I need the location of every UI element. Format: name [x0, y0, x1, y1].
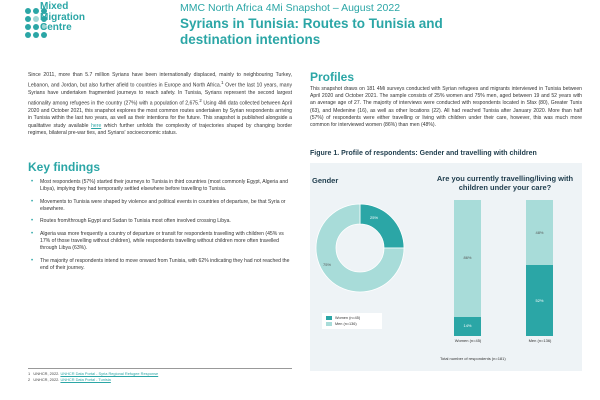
finding-item: • Algeria was more frequently a country of departure or transit for respondents travelling with children (45% vs 17% of those travelling without children), while respondents travelling without children more often travelled through Libya (63%).	[30, 231, 292, 252]
footnote	[28, 377, 292, 383]
footnote-number: 2	[28, 376, 31, 382]
header-subtitle: MMC North Africa 4Mi Snapshot – August 2022	[180, 2, 401, 14]
footnote-number: 1	[28, 371, 31, 376]
finding-item: • Movements to Tunisia were shaped by violence and political events in countries of departure, be that Syria or elsewhere.	[30, 199, 292, 213]
legend-swatch	[326, 316, 332, 320]
finding-item: • Most respondents (57%) started their journeys to Tunisia in third countries (most commonly Egypt, Algeria and Libya), implying they had temporarily settled elsewhere before travelling to Tunisia.	[30, 179, 292, 193]
profiles-paragraph: This snapshot draws on 181 4Mi surveys conducted with Syrian refugees and migrants interviewed in Tunisia between April 2020 and October 2021. The sample consists of 25% women and 75% men, aged between 19 and 52 years with an average age of 27. The majority of interviews were conducted with respondents located in Sfax (80), Greater Tunis (63), and Medenine (16), as well as other locations (22). All had reached Tunisia after January 2020. More than half (57%) of respondents were either travelling or living with children under their care, however, this was much more common for interviewed women (86%) than men (48%).	[310, 86, 582, 129]
key-findings-heading: Key findings	[28, 160, 101, 174]
footnote-source: UNHCR, 2022.	[33, 376, 61, 382]
gender-chart-title: Gender	[312, 176, 339, 185]
gender-donut-chart	[308, 196, 412, 300]
gender-legend	[322, 313, 382, 329]
footnote-link[interactable]: UNHCR Data Portal - Tunisia	[60, 376, 111, 382]
profiles-heading: Profiles	[310, 70, 355, 84]
legend-label: Men (n=136)	[335, 322, 357, 326]
logo-line: Centre	[40, 22, 72, 33]
figure-title: Figure 1. Profile of respondents: Gender and travelling with children	[310, 150, 537, 157]
key-findings-list	[30, 179, 292, 277]
footnotes	[28, 368, 292, 382]
legend-entry-men	[326, 321, 378, 327]
bar-no-label: 86%	[463, 255, 472, 261]
footnote-ref[interactable]: 1	[221, 80, 224, 86]
bar-yes-label: 52%	[535, 297, 544, 303]
page-title: Syrians in Tunisia: Routes to Tunisia and destination intentions	[180, 16, 443, 47]
intro-text: Over the last 10 years, many Syrians have undertaken fragmented journeys to reach safety. In Tunisia, Syrians represent the second largest nationality among refugees in the country (27%) with a population of 2,675.	[28, 82, 293, 107]
logo-line: Migration	[40, 11, 85, 23]
women-slice-label: 25%	[370, 215, 379, 220]
legend-swatch	[326, 322, 332, 326]
bar-yes-label: 14%	[463, 323, 472, 329]
children-chart-title: Are you currently travelling/living with children under your care?	[436, 174, 574, 192]
donut-slice-women	[360, 204, 404, 248]
intro-paragraph	[28, 72, 292, 137]
men-slice-label: 75%	[323, 262, 332, 267]
footnote-link[interactable]: UNHCR Data Portal - Syria Regional Refugee Response	[60, 371, 159, 376]
intro-text: which further unfolds the complexity of trajectories shaped by changing border regimes, bilateral pre-war ties, and Syrians' socioeconomic status.	[28, 122, 293, 136]
logo-wordmark	[40, 2, 85, 34]
finding-item: • Routes from/through Egypt and Sudan to Tunisia most often involved crossing Libya.	[30, 218, 292, 225]
footnote-ref[interactable]: 2	[199, 98, 202, 104]
footnote-source: UNHCR, 2022.	[33, 371, 61, 376]
intro-text: Using 4Mi data collected between April 2020 and October 2021, this snapshot explores the most common routes undertaken by Syrian respondents arriving in Tunisia within the last two years, as well as their intentions for the future. This snapshot is published alongside a qualitative study available	[28, 100, 292, 129]
logo-line: Mixed	[40, 1, 69, 12]
qualitative-study-link[interactable]: here	[91, 122, 102, 129]
finding-item: • The majority of respondents intend to move onward from Tunisia, with 62% indicating they had not reached the end of their journey.	[30, 258, 292, 272]
bar-category-label: Women (n=45)	[454, 338, 482, 343]
legend-label: Women (n=45)	[335, 316, 361, 320]
intro-text: Since 2011, more than 5.7 million Syrians have been internationally displaced, mainly to neighbouring Turkey, Lebanon, and Jordan, but also further afield to countries in Europe and North Africa.	[28, 72, 292, 89]
children-stacked-bar-chart	[444, 200, 564, 343]
bar-no-label: 48%	[535, 229, 544, 235]
bar-category-label: Men (n=136)	[528, 338, 552, 343]
chart-total-label: Total number of respondents (n=181)	[440, 356, 506, 361]
